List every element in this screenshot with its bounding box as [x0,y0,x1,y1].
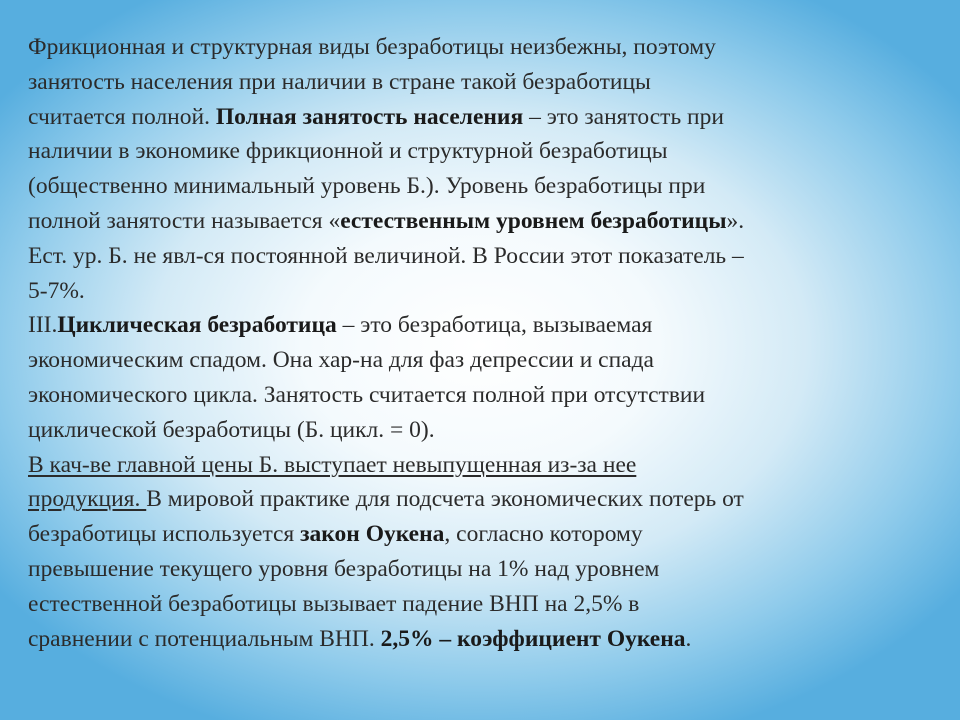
text-line [28,482,938,517]
text-run: В мировой практике для подсчета экономических потерь от [146,486,744,513]
text-line [28,169,938,204]
text-run: (общественно минимальный уровень Б.). Уровень безработицы при [28,173,706,200]
text-line [28,552,938,587]
text-run: Ест. ур. Б. не явл-ся постоянной величиной. В России этот показатель – [28,242,744,269]
text-line [28,65,938,100]
term-full-employment: Полная занятость населения [215,103,524,130]
text-run: безработицы используется [28,521,301,548]
text-run: ». [726,207,745,234]
text-line [28,448,938,483]
text-run: сравнении с потенциальным ВНП. [28,625,381,652]
term-natural-unemployment-rate: естественным уровнем безработицы [340,207,727,234]
text-run: наличии в экономике фрикционной и структурной безработицы [28,138,668,165]
term-okun-law: закон Оукена [300,521,445,548]
text-line [28,134,938,169]
text-run: естественной безработицы вызывает падение ВНП на 2,5% в [28,590,640,617]
text-line [28,239,938,274]
text-line [28,308,938,343]
text-run: считается полной. [28,103,216,130]
term-okun-coefficient: 2,5% – коэффициент Оукена [380,625,686,652]
slide-text-body [28,30,938,656]
underlined-statement: В кач-ве главной цены Б. выступает невыпущенная из-за нее [28,451,637,478]
text-line [28,30,938,65]
text-run: полной занятости называется « [28,207,341,234]
text-line [28,274,938,309]
underlined-statement: продукция. [28,486,147,513]
term-cyclical-unemployment: Циклическая безработица [57,312,337,339]
section-number: III. [28,312,58,339]
text-run: занятость населения при наличии в стране такой безработицы [28,68,651,95]
text-run: , согласно которому [444,521,643,548]
text-run: экономического цикла. Занятость считается полной при отсутствии [28,381,706,408]
text-line [28,343,938,378]
text-line [28,622,938,657]
text-run: превышение текущего уровня безработицы на 1% над уровнем [28,555,660,582]
text-run: – это безработица, вызываемая [336,312,653,339]
text-run: 5-7%. [28,277,85,304]
text-run: . [685,625,692,652]
text-run: циклической безработицы (Б. цикл. = 0). [28,416,435,443]
text-line [28,413,938,448]
text-line [28,100,938,135]
text-run: – это занятость при [523,103,724,130]
text-line [28,517,938,552]
text-line [28,378,938,413]
text-run: Фрикционная и структурная виды безработицы неизбежны, поэтому [28,34,716,60]
text-line [28,587,938,622]
text-line [28,204,938,239]
text-run: экономическим спадом. Она хар-на для фаз депрессии и спада [28,347,654,374]
